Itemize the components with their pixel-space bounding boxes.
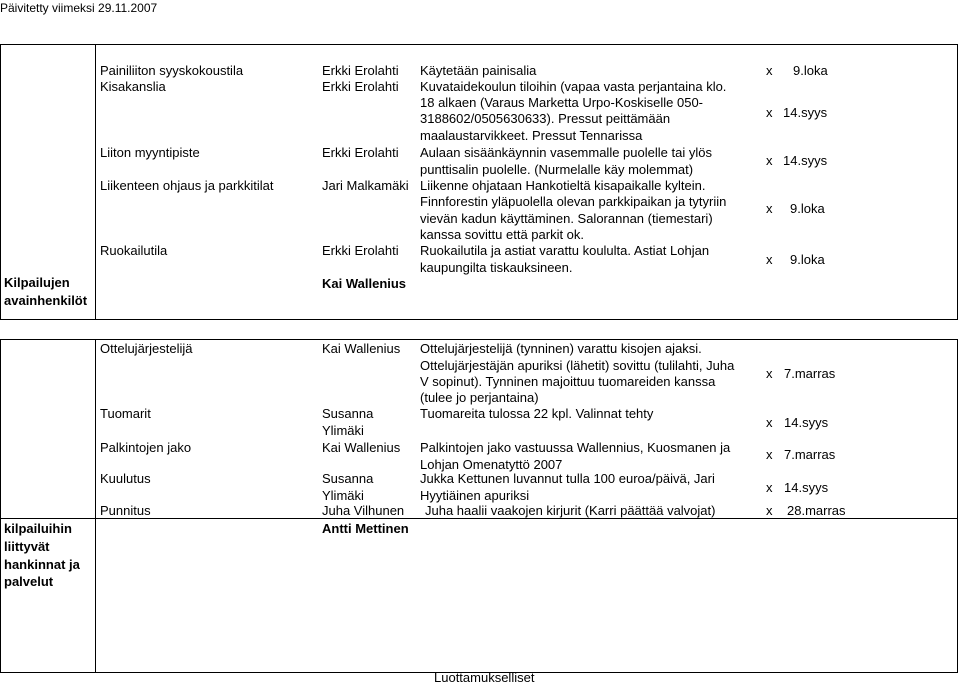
s1-title-2: avainhenkilöt: [4, 293, 88, 308]
s2-row4-date: 14.syys: [784, 480, 829, 495]
s2-right-border: [957, 339, 958, 673]
updated-text: Päivitetty viimeksi 29.11.2007: [0, 1, 158, 15]
s1-row1-desc: Käytetään painisalia: [420, 63, 537, 78]
s1-row2-desc: maalaustarvikkeet. Pressut Tennarissa: [420, 128, 643, 143]
s1-top-border: [0, 44, 958, 45]
s2-top-border: [0, 339, 958, 340]
s1-row4-person: Jari Malkamäki: [322, 178, 409, 193]
s2-row4-desc: Jukka Kettunen luvannut tulla 100 euroa/päivä, Jari: [420, 471, 715, 486]
s1-title-1: Kilpailujen: [4, 275, 70, 290]
s1-bottom-border: [0, 319, 958, 320]
s1-row3-desc: Aulaan sisäänkäynnin vasemmalle puolelle tai ylös: [420, 145, 712, 160]
s1-left-border: [0, 44, 1, 320]
s2-row4-mark: x: [766, 480, 773, 495]
s1-row2-desc: 3188602/0505630633). Pressut peittämään: [420, 111, 671, 126]
s2-row2-date: 14.syys: [784, 415, 829, 430]
s2-row1-desc: Ottelujärjestäjän apuriksi (lähetit) sovittu (tulilahti, Juha: [420, 358, 735, 373]
s2-bold-person: Antti Mettinen: [322, 521, 409, 536]
s2-row5-mark: x: [766, 503, 773, 518]
s1-row5-date: 9.loka: [790, 252, 825, 267]
s2-row2-person: Susanna: [322, 406, 374, 421]
s2-row3-person: Kai Wallenius: [322, 440, 401, 455]
s1-row5-person: Erkki Erolahti: [322, 243, 399, 258]
s2-row4-task: Kuulutus: [100, 471, 151, 486]
s2-row1-desc: (tulee jo perjantaina): [420, 390, 539, 405]
s2-row4-desc: Hyytiäinen apuriksi: [420, 488, 530, 503]
s1-row3-date: 14.syys: [783, 153, 828, 168]
s1-bold-person: Kai Wallenius: [322, 276, 407, 291]
s1-row2-desc: 18 alkaen (Varaus Marketta Urpo-Koskiselle 050-: [420, 95, 704, 110]
s2-title-2: liittyvät: [4, 539, 50, 554]
s1-row1-person: Erkki Erolahti: [322, 63, 399, 78]
updated-banner: [0, 0, 178, 16]
s1-row5-desc: kaupungilta tiskauksineen.: [420, 260, 573, 275]
s1-row3-mark: x: [766, 153, 773, 168]
s2-row1-mark: x: [766, 366, 773, 381]
s1-row4-desc: kanssa sovittu että parkit ok.: [420, 227, 585, 242]
s1-right-border: [957, 44, 958, 320]
s2-row1-date: 7.marras: [784, 366, 836, 381]
s1-row2-mark: x: [766, 105, 773, 120]
s1-row4-mark: x: [766, 201, 773, 216]
s1-row4-task: Liikenteen ohjaus ja parkkitilat: [100, 178, 274, 193]
s2-row2-task: Tuomarit: [100, 406, 151, 421]
s1-row4-date: 9.loka: [790, 201, 825, 216]
s2-row2-person: Ylimäki: [322, 423, 364, 438]
s1-row1-task: Painiliiton syyskokoustila: [100, 63, 244, 78]
s2-row5-person: Juha Vilhunen: [322, 503, 405, 518]
s1-row2-desc: Kuvataidekoulun tiloihin (vapaa vasta perjantaina klo.: [420, 79, 727, 94]
s1-row2-date: 14.syys: [783, 105, 828, 120]
s2-row3-task: Palkintojen jako: [100, 440, 192, 455]
s1-row2-person: Erkki Erolahti: [322, 79, 399, 94]
s2-row3-desc: Palkintojen jako vastuussa Wallennius, Kuosmanen ja: [420, 440, 731, 455]
s2-divider: [95, 339, 96, 673]
s2-left-border: [0, 339, 1, 673]
s1-row4-desc: Liikenne ohjataan Hankotieltä kisapaikalle kyltein.: [420, 178, 706, 193]
s2-row1-desc: Ottelujärjestelijä (tynninen) varattu kisojen ajaksi.: [420, 341, 702, 356]
s1-row5-desc: Ruokailutila ja astiat varattu koululta. Astiat Lohjan: [420, 243, 710, 258]
s2-row2-desc: Tuomareita tulossa 22 kpl. Valinnat tehty: [420, 406, 654, 421]
s1-row4-desc: Finnforestin yläpuolella olevan parkkipaikan ja tytyriin: [420, 194, 727, 209]
s2-row1-task: Ottelujärjestelijä: [100, 341, 193, 356]
s1-row3-task: Liiton myyntipiste: [100, 145, 200, 160]
s1-row3-desc: punttisalin puolelle. (Nurmelalle käy molemmat): [420, 162, 694, 177]
s2-title-4: palvelut: [4, 574, 54, 589]
s2-row5-desc: Juha haalii vaakojen kirjurit (Karri päättää valvojat): [425, 503, 716, 518]
s1-row4-desc: vievän kadun käyttäminen. Salorannan (tiemestari): [420, 211, 713, 226]
s1-row1-mark: x: [766, 63, 773, 78]
s1-row5-task: Ruokailutila: [100, 243, 168, 258]
s2-row1-desc: V sopinut). Tynninen majoittuu tuomareiden kanssa: [420, 374, 716, 389]
s2-title-3: hankinnat ja: [4, 557, 80, 572]
s1-divider: [95, 44, 96, 320]
s2-row4-person: Susanna: [322, 471, 374, 486]
s2-row3-date: 7.marras: [784, 447, 836, 462]
s2-row3-mark: x: [766, 447, 773, 462]
s2-title-1: kilpailuihin: [4, 521, 72, 536]
s1-row1-date: 9.loka: [793, 63, 828, 78]
s1-row5-mark: x: [766, 252, 773, 267]
spreadsheet: [0, 44, 960, 688]
s2-row1-person: Kai Wallenius: [322, 341, 401, 356]
s2-row5-task: Punnitus: [100, 503, 151, 518]
s1-row2-task: Kisakanslia: [100, 79, 166, 94]
s2-row2-mark: x: [766, 415, 773, 430]
s2-row5-date: 28.marras: [787, 503, 846, 518]
s2-row4-person: Ylimäki: [322, 488, 364, 503]
footer-label: Luottamukselliset: [434, 670, 535, 685]
s2-row3-desc: Lohjan Omenatyttö 2007: [420, 457, 563, 472]
s1-row3-person: Erkki Erolahti: [322, 145, 399, 160]
